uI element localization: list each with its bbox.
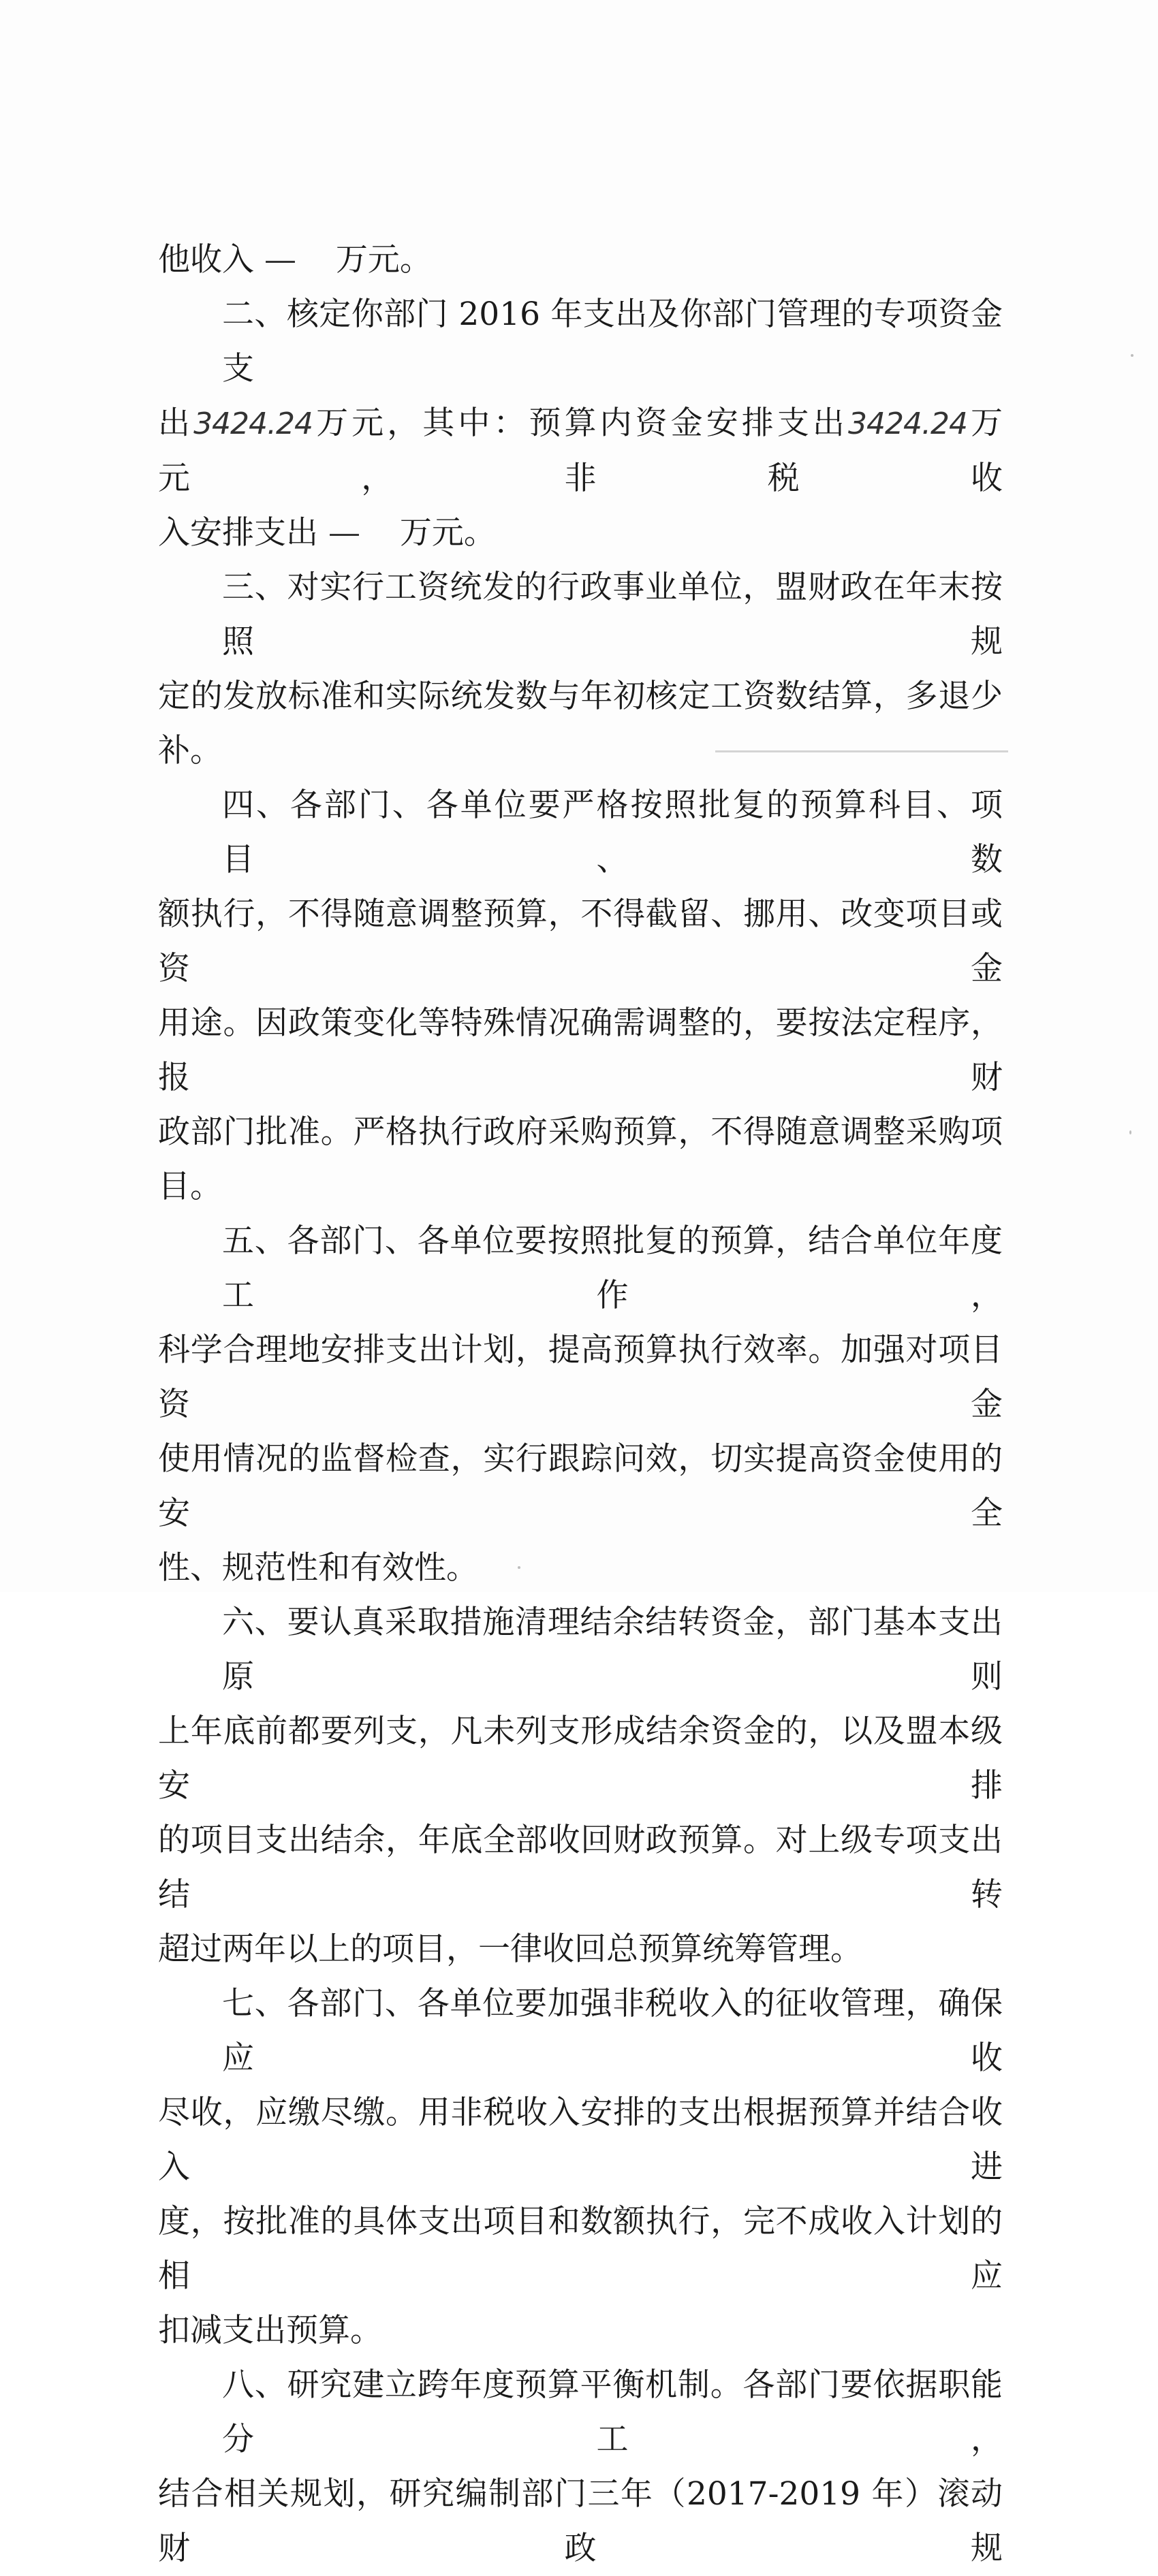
text-line bbox=[158, 778, 1003, 887]
text-line bbox=[158, 2467, 1003, 2576]
line-text: 入安排支出 bbox=[158, 514, 328, 552]
line-text: 万元，其中：预算内资金安排支出 bbox=[313, 404, 848, 442]
line-text: 性、规范性和有效性。 bbox=[158, 1549, 478, 1587]
text-line bbox=[158, 1214, 1003, 1323]
handwritten-value: 3424.24 bbox=[848, 407, 967, 441]
line-text: 万元，非税收 bbox=[158, 404, 1003, 497]
text-line bbox=[158, 287, 1003, 396]
line-text: 八、研究建立跨年度预算平衡机制。各部门要依据职能分工， bbox=[222, 2366, 1003, 2458]
text-line bbox=[158, 2086, 1003, 2195]
text-line bbox=[158, 1922, 1003, 1977]
line-text: 结合相关规划，研究编制部门三年（2017-2019 年）滚动财政规 bbox=[158, 2475, 1003, 2567]
text-line bbox=[158, 1813, 1003, 1922]
text-line bbox=[158, 396, 1003, 506]
text-line bbox=[158, 669, 1003, 778]
text-line bbox=[158, 887, 1003, 996]
line-text: 七、各部门、各单位要加强非税收入的征收管理，确保应收 bbox=[222, 1985, 1003, 2077]
document-body bbox=[158, 233, 1003, 2576]
line-text: 使用情况的监督检查，实行跟踪问效，切实提高资金使用的安全 bbox=[158, 1440, 1003, 1532]
line-text: 的项目支出结余，年底全部收回财政预算。对上级专项支出结转 bbox=[158, 1822, 1003, 1913]
text-line bbox=[158, 2195, 1003, 2304]
line-text: 五、各部门、各单位要按照批复的预算，结合单位年度工作， bbox=[222, 1222, 1003, 1314]
scan-speck bbox=[1129, 1130, 1131, 1134]
line-text: 万元。 bbox=[389, 514, 496, 552]
text-line bbox=[158, 2358, 1003, 2467]
line-text: 出 bbox=[158, 404, 194, 442]
line-text: 超过两年以上的项目，一律收回总预算统筹管理。 bbox=[158, 1930, 862, 1968]
text-line bbox=[158, 2304, 1003, 2358]
line-text: 政部门批准。严格执行政府采购预算，不得随意调整采购项目。 bbox=[158, 1113, 1003, 1205]
line-text: 定的发放标准和实际统发数与年初核定工资数结算，多退少补。 bbox=[158, 678, 1003, 769]
scan-speck bbox=[1131, 354, 1133, 357]
line-text: 额执行，不得随意调整预算，不得截留、挪用、改变项目或资金 bbox=[158, 895, 1003, 987]
text-line bbox=[158, 1977, 1003, 2086]
text-line bbox=[158, 996, 1003, 1105]
text-line bbox=[158, 506, 1003, 560]
text-line bbox=[158, 1105, 1003, 1214]
text-line bbox=[158, 560, 1003, 669]
line-text: 二、核定你部门 2016 年支出及你部门管理的专项资金支 bbox=[222, 296, 1003, 387]
text-line bbox=[158, 1541, 1003, 1595]
handwritten-value: 3424.24 bbox=[193, 407, 313, 441]
line-text: 他收入 bbox=[158, 241, 264, 279]
line-text: 科学合理地安排支出计划，提高预算执行效率。加强对项目资金 bbox=[158, 1331, 1003, 1423]
text-line bbox=[158, 1595, 1003, 1704]
text-line bbox=[158, 1432, 1003, 1541]
line-text: 用途。因政策变化等特殊情况确需调整的，要按法定程序，报财 bbox=[158, 1004, 1003, 1096]
text-line bbox=[158, 233, 1003, 287]
line-text: 扣减支出预算。 bbox=[158, 2312, 382, 2349]
text-line bbox=[158, 1704, 1003, 1813]
handwritten-value: — bbox=[328, 514, 360, 552]
line-text: 度，按批准的具体支出项目和数额执行，完不成收入计划的相应 bbox=[158, 2203, 1003, 2295]
handwritten-value: — bbox=[264, 241, 296, 279]
line-text: 三、对实行工资统发的行政事业单位，盟财政在年末按照规 bbox=[222, 569, 1003, 661]
line-text: 六、要认真采取措施清理结余结转资金，部门基本支出原则 bbox=[222, 1604, 1003, 1696]
line-text: 四、各部门、各单位要严格按照批复的预算科目、项目、数 bbox=[222, 786, 1003, 878]
line-text: 尽收，应缴尽缴。用非税收入安排的支出根据预算并结合收入进 bbox=[158, 2094, 1003, 2186]
text-line bbox=[158, 1323, 1003, 1432]
line-text: 万元。 bbox=[325, 241, 432, 279]
line-text: 上年底前都要列支，凡未列支形成结余资金的，以及盟本级安排 bbox=[158, 1713, 1003, 1804]
